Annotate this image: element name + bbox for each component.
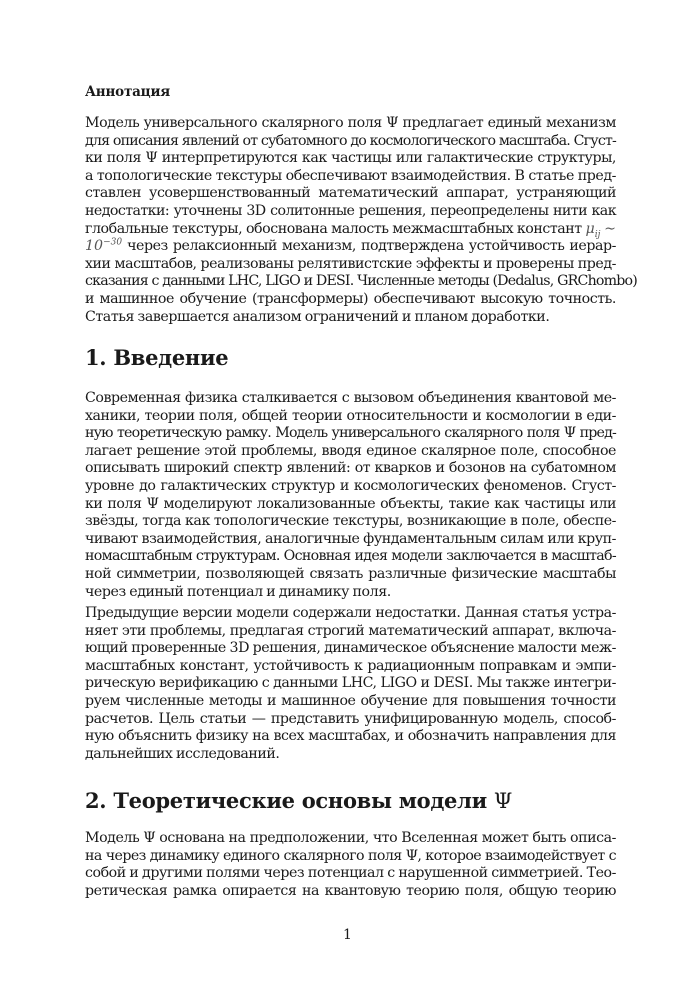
paragraph-line: рическую верификацию с данными LHC, LIGO и DESI. Мы также интегри- (85, 675, 616, 692)
abstract-line: Модель универсального скалярного поля Ψ предлагает единый механизм (85, 115, 616, 131)
paragraph-line: ретическая рамка опирается на квантовую теорию поля, общую теорию (85, 882, 616, 899)
abstract-line: для описания явлений от субатомного до космологического масштаба. Сгуст- (85, 132, 616, 149)
paragraph-line: чивают взаимодействия, аналогичные фундаментальным силам или круп- (85, 530, 616, 547)
abstract-paragraph (85, 115, 637, 326)
paragraph-line: руем численные методы и машинное обучение для повышения точности (85, 692, 616, 709)
section-2-heading (85, 788, 512, 813)
math-power (85, 238, 122, 254)
paragraph-line: дальнейших исследований. (85, 745, 280, 762)
abstract-line: хии масштабов, реализованы релятивистские эффекты и проверены пред- (85, 255, 616, 272)
abstract-line: и машинное обучение (трансформеры) обеспечивают высокую точность. (85, 290, 616, 307)
abstract-title: Аннотация (85, 84, 171, 100)
paragraph-line: ющий проверенные 3D решения, динамическое объяснение малости меж- (85, 640, 616, 657)
psi-symbol: Ψ (493, 789, 513, 813)
abstract-line: недостатки: уточнены 3D солитонные решения, переопределены нити как (85, 202, 616, 219)
math-subscript: ij (594, 229, 601, 240)
paragraph-line: ную объяснить физику на всех масштабах, и обозначить направления для (85, 728, 616, 745)
abstract-line: ставлен усовершенствованный математический аппарат, устраняющий (85, 185, 616, 202)
paragraph-line: лагает решение этой проблемы, вводя единое скалярное поле, способное (85, 442, 616, 459)
abstract-line: ки поля Ψ интерпретируются как частицы или галактические структуры, (85, 150, 616, 167)
paragraph-line: описывать широкий спектр явлений: от кварков и бозонов на субатомном (85, 460, 616, 477)
paragraph-line: Модель Ψ основана на предположении, что Вселенная может быть описа- (85, 830, 616, 846)
paragraph-line: собой и другими полями через потенциал с нарушенной симметрией. Тео- (85, 865, 616, 882)
paragraph-line: Современная физика сталкивается с вызовом объединения квантовой ме- (85, 390, 616, 406)
math-sim: ∼ (604, 220, 616, 237)
paragraph-line: звёзды, тогда как топологические текстуры, возникающие в поле, обеспе- (85, 513, 616, 530)
paragraph-line: на через динамику единого скалярного поля Ψ, которое взаимодействует с (85, 847, 616, 864)
paragraph-line: ханики, теории поля, общей теории относительности и космологии в еди- (85, 407, 616, 424)
page-number: 1 (343, 927, 352, 943)
abstract-line: а топологические текстуры обеспечивают взаимодействия. В статье пред- (85, 167, 616, 184)
abstract-line: Статья завершается анализом ограничений и планом доработки. (85, 308, 550, 325)
abstract-line-text: через релаксионный механизм, подтверждена устойчивость иерар- (127, 238, 616, 255)
paragraph-line: уровне до галактических структур и космологических феноменов. Сгуст- (85, 477, 616, 494)
section-2-heading-text: 2. Теоретические основы модели (85, 788, 487, 813)
math-mu-ij (585, 220, 601, 240)
section-1-paragraph-2 (85, 605, 616, 763)
paragraph-line: ную теоретическую рамку. Модель универсального скалярного поля Ψ пред- (85, 425, 616, 442)
section-1-paragraph-1 (85, 390, 616, 601)
paragraph-line: масштабных констант, устойчивость к радиационным поправкам и эмпи- (85, 657, 616, 674)
abstract-line-with-math (85, 238, 616, 256)
abstract-line-with-math (85, 221, 616, 239)
math-mu: μ (585, 220, 595, 237)
math-exponent: −30 (103, 237, 123, 248)
abstract-line: сказания с данными LHC, LIGO и DESI. Численные методы (Dedalus, GRChombo) (85, 273, 637, 290)
paragraph-line: расчетов. Цель статьи — представить унифицированную модель, способ- (85, 710, 616, 727)
section-1-heading: 1. Введение (85, 345, 229, 370)
paragraph-line: ной симметрии, позволяющей связать различные физические масштабы (85, 565, 616, 582)
paragraph-line: ки поля Ψ моделируют локализованные объекты, такие как частицы или (85, 495, 616, 512)
paragraph-line: няет эти проблемы, предлагая строгий математический аппарат, включа- (85, 622, 616, 639)
section-2-paragraph-1 (85, 830, 616, 900)
paragraph-line: через единый потенциал и динамику поля. (85, 583, 391, 600)
paragraph-line: Предыдущие версии модели содержали недостатки. Данная статья устра- (85, 605, 616, 621)
math-base: 10 (85, 238, 104, 255)
paragraph-line: номасштабным структурам. Основная идея модели заключается в масштаб- (85, 548, 616, 565)
abstract-line-text: глобальные текстуры, обоснована малость межмасштабных констант (85, 220, 582, 237)
